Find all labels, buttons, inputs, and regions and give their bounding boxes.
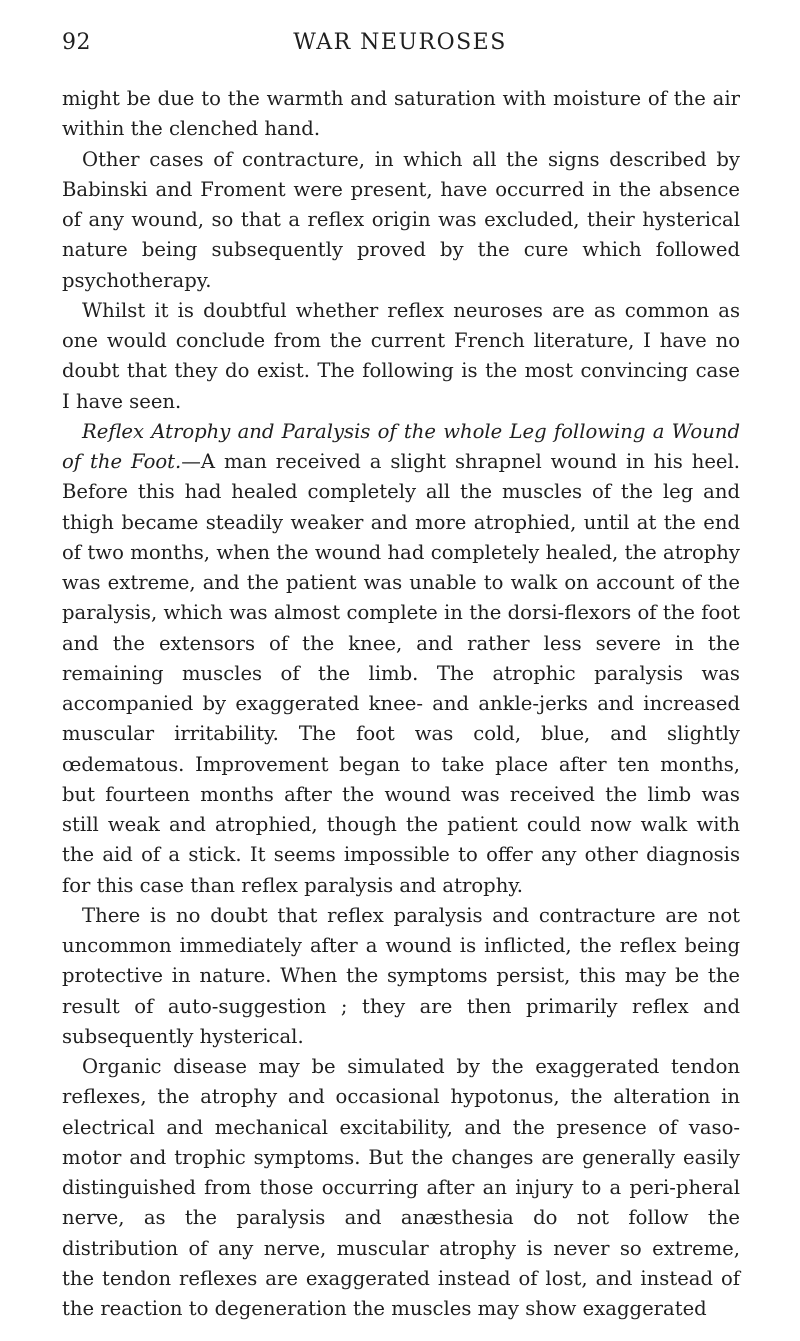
body-text [62, 84, 740, 1324]
paragraph-contracture-cases: Other cases of contracture, in which all the signs described by Babinski and Froment were present, have occurred in the absence of any wound, so that a reflex origin was excluded, their hysterical nature being subsequently proved by the cure which followed psychotherapy. [62, 147, 740, 292]
paragraph-continuation: might be due to the warmth and saturation with moisture of the air within the clenched hand. [62, 87, 740, 141]
paragraph-case-report [62, 417, 740, 901]
paragraph-organic-disease: Organic disease may be simulated by the exaggerated tendon reflexes, the atrophy and occasional hypotonus, the alteration in electrical and mechanical excitability, and the presence of vaso-motor and trophic symptoms. But the changes are generally easily distinguished from those occurring after an injury to a peri-pheral nerve, as the paralysis and anæsthesia do not follow the distribution of any nerve, muscular atrophy is never so extreme, the tendon reflexes are exaggerated instead of lost, and instead of the reaction to degeneration the muscles may show exaggerated [62, 1055, 740, 1320]
running-title: WAR NEUROSES [293, 30, 507, 55]
case-heading: Reflex Atrophy and Paralysis of the whole Leg following a Wound of the Foot. [62, 419, 740, 473]
paragraph-reflex-paralysis: There is no doubt that reflex paralysis and contracture are not uncommon immediately after a wound is inflicted, the reflex being protective in nature. When the symptoms persist, this may be the result of auto-suggestion ; they are then primarily reflex and subsequently hysterical. [62, 903, 740, 1048]
case-text: —A man received a slight shrapnel wound in his heel. Before this had healed completely all the muscles of the leg and thigh became steadily weaker and more atrophied, until at the end of two months, when the wound had completely healed, the atrophy was extreme, and the patient was unable to walk on account of the paralysis, which was almost complete in the dorsi-flexors of the foot and the extensors of the knee, and rather less severe in the remaining muscles of the limb. The atrophic paralysis was accompanied by exaggerated knee- and ankle-jerks and increased muscular irritability. The foot was cold, blue, and slightly œdematous. Improvement began to take place after ten months, but fourteen months after the wound was received the limb was still weak and atrophied, though the patient could now walk with the aid of a stick. It seems impossible to offer any other diagnosis for this case than reflex paralysis and atrophy. [62, 450, 741, 897]
page-number: 92 [62, 30, 91, 55]
paragraph-reflex-neuroses: Whilst it is doubtful whether reflex neuroses are as common as one would conclude from the current French literature, I have no doubt that they do exist. The following is the most convincing case I have seen. [62, 298, 740, 413]
running-header [62, 30, 738, 62]
